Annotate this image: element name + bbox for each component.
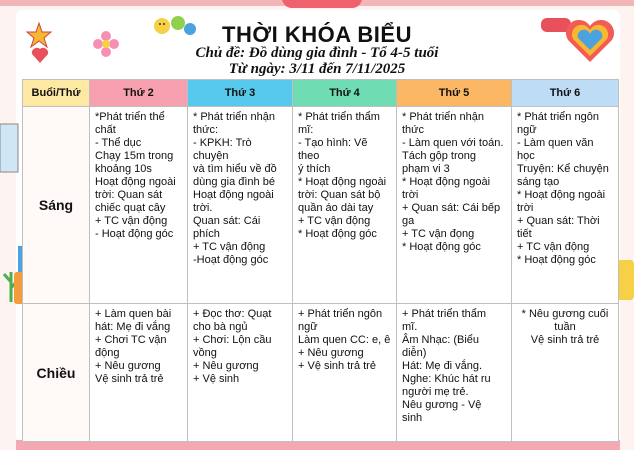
cell-line: trời: Quan sát bộ	[298, 189, 381, 201]
cell-line: + TC vận động	[298, 215, 371, 227]
cell-line: * Hoạt động ngoài	[298, 176, 387, 188]
cell-line: trời.	[193, 202, 213, 214]
table-row-afternoon	[23, 304, 619, 442]
cell-line: Tách gộp trong	[402, 150, 476, 162]
cell-afternoon-wed	[293, 304, 397, 442]
cell-line: học	[517, 150, 535, 162]
cell-line: + Quan sát: Thời	[517, 215, 600, 227]
cell-line: quần áo dài tay	[298, 202, 374, 214]
cell-morning-wed	[293, 107, 397, 304]
cell-line: thức	[402, 124, 425, 136]
cell-line: động	[95, 347, 120, 359]
cell-line: * Phát triển ngôn	[517, 111, 599, 123]
cell-line: * Hoạt động ngoài	[517, 189, 606, 201]
cell-line: - KPKH: Trò chuyện	[193, 137, 252, 162]
cell-line: + Phát triển thẩm	[402, 308, 487, 320]
cell-line: Hoạt động ngoài	[95, 176, 176, 188]
cell-line: sáng tạo	[517, 176, 560, 188]
cell-afternoon-fri	[512, 304, 619, 442]
cell-line: tuần	[554, 321, 576, 333]
session-label-morning: Sáng	[23, 107, 90, 304]
day-header-mon: Thứ 2	[90, 80, 188, 107]
cell-line: ngữ	[298, 321, 318, 333]
cell-line: - Làm quen với toán.	[402, 137, 504, 149]
day-header-thu: Thứ 5	[397, 80, 512, 107]
cell-line: + TC vận động	[193, 241, 266, 253]
cell-line: + Quan sát: Cái bếp	[402, 202, 501, 214]
corner-header: Buổi/Thứ	[23, 80, 90, 107]
cell-morning-fri	[512, 107, 619, 304]
cell-line: trời	[517, 202, 534, 214]
day-header-wed: Thứ 4	[293, 80, 397, 107]
table-row-morning	[23, 107, 619, 304]
day-header-fri: Thứ 6	[512, 80, 619, 107]
cell-line: * Phát triển nhận	[402, 111, 484, 123]
cell-line: Truyện: Kể chuyện	[517, 163, 609, 175]
cell-line: Nghe: Khúc hát ru	[402, 373, 491, 385]
cell-line: Hoạt động ngoài	[193, 189, 274, 201]
cell-afternoon-mon	[90, 304, 188, 442]
cell-line: khoảng 10s	[95, 163, 152, 175]
cell-line: chiếc quạt cây	[95, 202, 166, 214]
cell-line: * Nêu gương cuối	[521, 308, 609, 320]
cell-line: + Đọc thơ: Quạt	[193, 308, 272, 320]
cell-line: + Nêu gương	[95, 360, 161, 372]
cell-line: + Nêu gương	[193, 360, 259, 372]
header-row	[23, 80, 619, 107]
cell-line: Quan sát: Cái phích	[193, 215, 261, 240]
cell-line: + Chơi: Lộn cầu	[193, 334, 272, 346]
cell-line: * Hoạt động ngoài	[402, 176, 491, 188]
cell-line: ngữ	[517, 124, 537, 136]
cell-line: *Phát triển thể	[95, 111, 165, 123]
cell-morning-mon	[90, 107, 188, 304]
cell-line: + TC vận đọng	[402, 228, 475, 240]
cell-line: Làm quen CC: e, ê	[298, 334, 391, 346]
cell-line: + Nêu gương	[298, 347, 364, 359]
cell-line: + Vệ sinh	[193, 373, 240, 385]
cell-line: Âm Nhạc: (Biểu	[402, 334, 480, 346]
timetable	[22, 79, 619, 442]
cell-line: trời	[402, 189, 419, 201]
cell-morning-thu	[397, 107, 512, 304]
cell-line: Vệ sinh trả trẻ	[95, 373, 164, 385]
cell-line: - Hoạt động góc	[95, 228, 174, 240]
cell-line: * Hoạt động góc	[402, 241, 481, 253]
cell-line: * Hoạt động góc	[517, 254, 596, 266]
cell-line: cho bà ngủ	[193, 321, 248, 333]
laptop-icon	[0, 120, 22, 180]
cell-line: mĩ:	[298, 124, 314, 136]
cell-line: - Thể dục	[95, 137, 142, 149]
cell-line: Nêu gương - Vệ	[402, 399, 482, 411]
page-title: THỜI KHÓA BIỂU	[222, 22, 412, 47]
day-header-tue: Thứ 3	[188, 80, 293, 107]
cell-line: + Vệ sinh trả trẻ	[298, 360, 376, 372]
cell-line: -Hoạt động góc	[193, 254, 269, 266]
cell-line: + Làm quen bài	[95, 308, 172, 320]
cell-line: vồng	[193, 347, 217, 359]
date-range: Từ ngày: 3/11 đến 7/11/2025	[228, 61, 406, 77]
cell-afternoon-tue	[188, 304, 293, 442]
cell-line: trời: Quan sát	[95, 189, 163, 201]
cell-line: + TC vận động	[517, 241, 590, 253]
cell-line: diễn)	[402, 347, 427, 359]
cell-line: + TC vận động	[95, 215, 168, 227]
cell-line: ga	[402, 215, 415, 227]
cell-line: phạm vi 3	[402, 163, 450, 175]
cell-line: + Phát triển ngôn	[298, 308, 383, 320]
cell-line: ý thích	[298, 163, 331, 175]
cell-line: chất	[95, 124, 116, 136]
session-label-afternoon: Chiều	[23, 304, 90, 442]
cell-line: * Hoạt động góc	[298, 228, 377, 240]
top-banner-ribbon	[282, 0, 362, 8]
theme-subtitle: Chủ đề: Đồ dùng gia đình - Tổ 4-5 tuổi	[195, 45, 439, 61]
cell-line: và tìm hiểu về đồ	[193, 163, 277, 175]
cell-line: thức:	[193, 124, 219, 136]
cell-line: Chạy 15m trong	[95, 150, 174, 162]
cell-line: + Chơi TC vận	[95, 334, 167, 346]
cell-line: * Phát triển thẩm	[298, 111, 380, 123]
cell-line: hát: Mẹ đi vắng	[95, 321, 171, 333]
cell-line: tiết	[517, 228, 532, 240]
cell-line: - Làm quen văn	[517, 137, 594, 149]
cell-line: Vệ sinh trả trẻ	[530, 334, 600, 346]
cell-line: dùng gia đình bé	[193, 176, 275, 188]
cell-line: sinh	[402, 412, 423, 424]
cell-morning-tue	[188, 107, 293, 304]
cell-line: người mẹ trẻ.	[402, 386, 469, 398]
cell-line: mĩ.	[402, 321, 418, 333]
cell-line: Hát: Mẹ đi vắng.	[402, 360, 483, 372]
cell-line: * Phát triển nhận	[193, 111, 275, 123]
cell-line: - Tạo hình: Vẽ theo	[298, 137, 368, 162]
cell-afternoon-thu	[397, 304, 512, 442]
